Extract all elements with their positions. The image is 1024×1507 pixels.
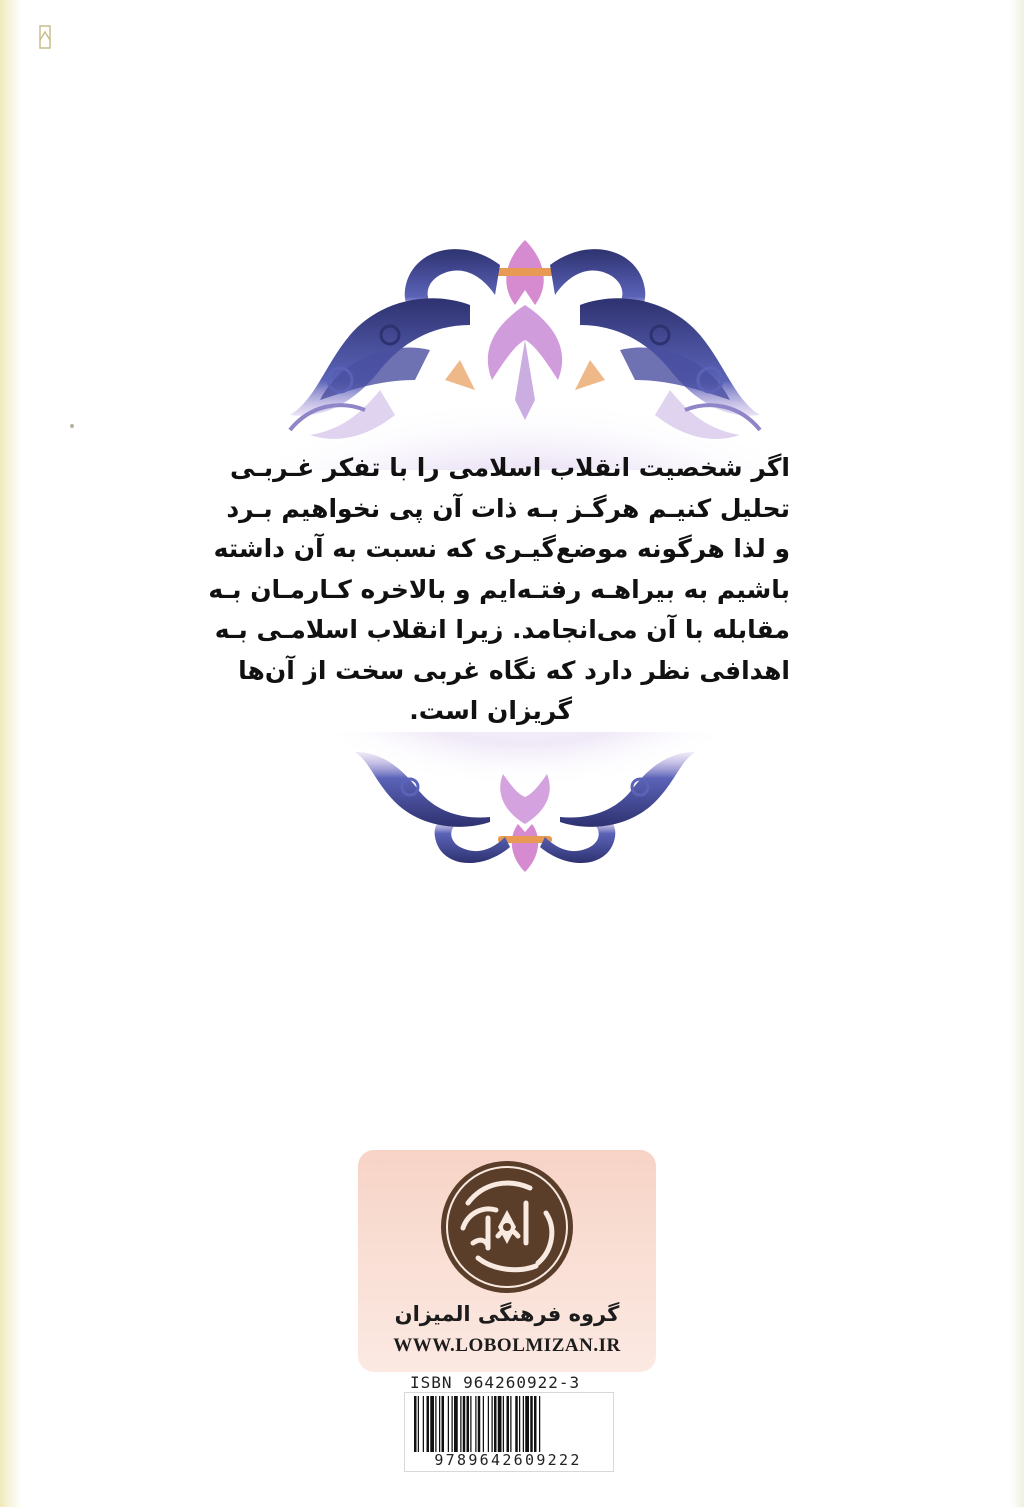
top-arabesque-ornament-icon [230, 230, 820, 470]
bottom-arabesque-ornament-icon [320, 732, 730, 882]
calligraphic-seal-icon [438, 1158, 576, 1296]
back-cover-blurb [208, 448, 790, 732]
blurb-line: اگر شخصیت انقلاب اسلامی را با تفکر غـربـی [229, 453, 790, 482]
blurb-line: تحلیل کنیـم هرگـز بـه ذات آن پی نخواهیم بـرد [226, 493, 790, 523]
publisher-website: WWW.LOBOLMIZAN.IR [393, 1335, 621, 1356]
publisher-name: گروه فرهنگی المیزان [394, 1302, 620, 1326]
corner-mark-icon [34, 22, 56, 52]
print-speck [70, 424, 74, 428]
barcode-digits: 9789642609222 [434, 1451, 582, 1469]
isbn-label: ISBN 964260922-3 [410, 1373, 581, 1392]
isbn-barcode-icon [412, 1396, 604, 1452]
blurb-line: مقابله با آن می‌انجامد. زیرا انقلاب اسلامـی بـه [214, 615, 790, 644]
blurb-line: و لذا هرگونه موضع‌گیـری که نسبت به آن داشته [213, 534, 790, 563]
blurb-line: اهدافی نظر دارد که نگاه غربی سخت از آن‌ها [238, 655, 790, 685]
blurb-line: گریزان است. [409, 696, 572, 725]
blurb-line: باشیم به بیراهـه رفتـه‌ایم و بالاخره کـارمـان بـه [208, 574, 790, 604]
